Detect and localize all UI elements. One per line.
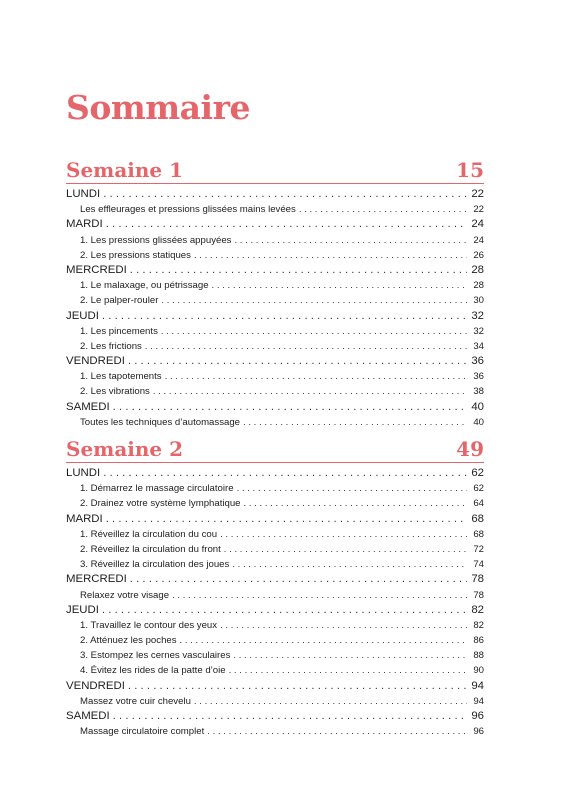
entry-label: 1. Le malaxage, ou pétrissage — [80, 280, 209, 292]
toc-sub-entry[interactable] — [66, 324, 484, 339]
entry-page-number: 94 — [473, 695, 484, 707]
entry-page-number: 96 — [473, 726, 484, 738]
entry-label: Massage circulatoire complet — [80, 726, 205, 738]
entry-page-number: 40 — [473, 416, 484, 428]
entry-label: 2. Drainez votre système lymphatique — [80, 498, 241, 510]
dot-leader — [229, 663, 467, 678]
entry-page-number: 64 — [473, 498, 484, 510]
entry-label: Les effleurages et pressions glissées mains levées — [80, 204, 296, 216]
entry-page-number: 24 — [471, 218, 484, 231]
entry-label: Relaxez votre visage — [80, 589, 170, 601]
dot-leader — [106, 512, 467, 527]
dot-leader — [113, 400, 467, 415]
toc-sub-entry[interactable] — [66, 588, 484, 603]
entry-label: VENDREDI — [66, 679, 125, 692]
dot-leader — [243, 415, 467, 430]
toc-sub-entry[interactable] — [66, 724, 484, 739]
entry-label: 1. Réveillez la circulation du cou — [80, 528, 218, 540]
dot-leader — [161, 324, 467, 339]
dot-leader — [102, 309, 467, 324]
week-entries — [66, 466, 484, 739]
dot-leader — [220, 527, 467, 542]
entry-label: 2. Les vibrations — [80, 386, 150, 398]
dot-leader — [161, 293, 467, 308]
entry-page-number: 40 — [471, 400, 484, 413]
entry-label: SAMEDI — [66, 710, 110, 722]
toc-sub-entry[interactable] — [66, 694, 484, 709]
entry-page-number: 28 — [473, 280, 484, 292]
entry-page-number: 36 — [471, 355, 484, 368]
week-title: Semaine 1 — [66, 158, 184, 182]
week-heading — [66, 157, 484, 184]
entry-label: MERCREDI — [66, 263, 127, 276]
entry-label: 1. Démarrez le massage circulatoire — [80, 483, 234, 495]
toc-day-entry[interactable] — [66, 354, 484, 369]
dot-leader — [194, 248, 467, 263]
dot-leader — [299, 202, 467, 217]
toc-day-entry[interactable] — [66, 709, 484, 724]
dot-leader — [128, 354, 467, 369]
dot-leader — [103, 187, 467, 202]
dot-leader — [220, 618, 467, 633]
entry-label: 2. Atténuez les poches — [80, 635, 177, 647]
entry-label: LUNDI — [66, 467, 101, 479]
entry-page-number: 34 — [473, 340, 484, 352]
entry-page-number: 94 — [471, 679, 484, 692]
toc-sub-entry[interactable] — [66, 557, 484, 572]
dot-leader — [102, 603, 467, 618]
week-heading — [66, 436, 484, 463]
entry-page-number: 68 — [473, 528, 484, 540]
entry-label: MARDI — [66, 218, 103, 231]
entry-page-number: 24 — [473, 234, 484, 246]
toc-sub-entry[interactable] — [66, 415, 484, 430]
entry-page-number: 32 — [473, 325, 484, 337]
week-entries — [66, 187, 484, 430]
toc-day-entry[interactable] — [66, 603, 484, 618]
entry-label: 2. Les pressions statiques — [80, 249, 191, 261]
week-title: Semaine 2 — [66, 437, 184, 461]
dot-leader — [212, 278, 467, 293]
dot-leader — [106, 217, 467, 232]
toc-sub-entry[interactable] — [66, 202, 484, 217]
week-page-number: 15 — [456, 158, 484, 182]
toc-day-entry[interactable] — [66, 466, 484, 481]
dot-leader — [172, 588, 467, 603]
toc-day-entry[interactable] — [66, 400, 484, 415]
entry-label: LUNDI — [66, 188, 101, 200]
entry-label: VENDREDI — [66, 355, 125, 368]
toc-sub-entry[interactable] — [66, 618, 484, 633]
dot-leader — [244, 496, 468, 511]
entry-page-number: 68 — [471, 512, 484, 525]
entry-page-number: 78 — [473, 589, 484, 601]
dot-leader — [180, 633, 467, 648]
dot-leader — [233, 648, 467, 663]
entry-page-number: 82 — [471, 603, 484, 616]
dot-leader — [130, 572, 467, 587]
entry-label: 1. Les pressions glissées appuyées — [80, 234, 232, 246]
entry-page-number: 86 — [473, 635, 484, 647]
entry-label: SAMEDI — [66, 400, 110, 413]
week-page-number: 49 — [456, 437, 484, 461]
entry-page-number: 36 — [473, 371, 484, 383]
entry-page-number: 28 — [471, 263, 484, 276]
toc-day-entry[interactable] — [66, 309, 484, 324]
entry-page-number: 82 — [473, 619, 484, 631]
entry-page-number: 78 — [471, 573, 484, 586]
dot-leader — [113, 709, 467, 724]
toc-day-entry[interactable] — [66, 263, 484, 278]
toc-day-entry[interactable] — [66, 217, 484, 232]
dot-leader — [153, 384, 467, 399]
week-section-1 — [66, 157, 484, 430]
dot-leader — [130, 263, 467, 278]
dot-leader — [232, 557, 467, 572]
entry-page-number: 38 — [473, 386, 484, 398]
toc-day-entry[interactable] — [66, 187, 484, 202]
entry-label: JEUDI — [66, 309, 99, 322]
entry-label: Toutes les techniques d’automassage — [80, 416, 240, 428]
toc-day-entry[interactable] — [66, 679, 484, 694]
entry-label: 1. Les tapotements — [80, 371, 162, 383]
entry-page-number: 88 — [473, 650, 484, 662]
entry-page-number: 74 — [473, 559, 484, 571]
toc-day-entry[interactable] — [66, 572, 484, 587]
toc-sub-entry[interactable] — [66, 278, 484, 293]
entry-page-number: 30 — [473, 295, 484, 307]
entry-label: Massez votre cuir chevelu — [80, 695, 191, 707]
entry-label: 3. Estompez les cernes vasculaires — [80, 650, 231, 662]
toc-sub-entry[interactable] — [66, 369, 484, 384]
entry-label: MARDI — [66, 512, 103, 525]
dot-leader — [165, 369, 467, 384]
entry-label: 1. Travaillez le contour des yeux — [80, 619, 218, 631]
week-section-2 — [66, 436, 484, 739]
toc-sub-entry[interactable] — [66, 496, 484, 511]
entry-page-number: 22 — [471, 188, 484, 200]
dot-leader — [234, 233, 467, 248]
entry-label: 2. Le palper-rouler — [80, 295, 159, 307]
dot-leader — [145, 339, 467, 354]
toc-sub-entry[interactable] — [66, 542, 484, 557]
toc-sub-entry[interactable] — [66, 481, 484, 496]
dot-leader — [128, 679, 467, 694]
dot-leader — [194, 694, 467, 709]
dot-leader — [103, 466, 467, 481]
entry-label: 1. Les pincements — [80, 325, 158, 337]
dot-leader — [207, 724, 467, 739]
toc-sub-entry[interactable] — [66, 248, 484, 263]
dot-leader — [237, 481, 467, 496]
toc-sub-entry[interactable] — [66, 293, 484, 308]
entry-label: JEUDI — [66, 603, 99, 616]
entry-label: 2. Réveillez la circulation du front — [80, 543, 221, 555]
toc-sub-entry[interactable] — [66, 339, 484, 354]
toc-day-entry[interactable] — [66, 512, 484, 527]
entry-page-number: 90 — [473, 665, 484, 677]
page-title: Sommaire — [66, 88, 250, 127]
entry-label: MERCREDI — [66, 573, 127, 586]
toc-sub-entry[interactable] — [66, 233, 484, 248]
entry-page-number: 26 — [473, 249, 484, 261]
entry-page-number: 62 — [473, 483, 484, 495]
entry-label: 4. Évitez les rides de la patte d’oie — [80, 665, 226, 677]
entry-page-number: 62 — [471, 467, 484, 479]
toc-sub-entry[interactable] — [66, 384, 484, 399]
entry-page-number: 32 — [471, 309, 484, 322]
toc-sub-entry[interactable] — [66, 527, 484, 542]
entry-page-number: 96 — [471, 710, 484, 722]
toc-sub-entry[interactable] — [66, 633, 484, 648]
entry-page-number: 72 — [473, 543, 484, 555]
entry-page-number: 22 — [473, 204, 484, 216]
entry-label: 3. Réveillez la circulation des joues — [80, 559, 230, 571]
toc-sub-entry[interactable] — [66, 663, 484, 678]
entry-label: 2. Les frictions — [80, 340, 142, 352]
dot-leader — [224, 542, 467, 557]
toc-sub-entry[interactable] — [66, 648, 484, 663]
